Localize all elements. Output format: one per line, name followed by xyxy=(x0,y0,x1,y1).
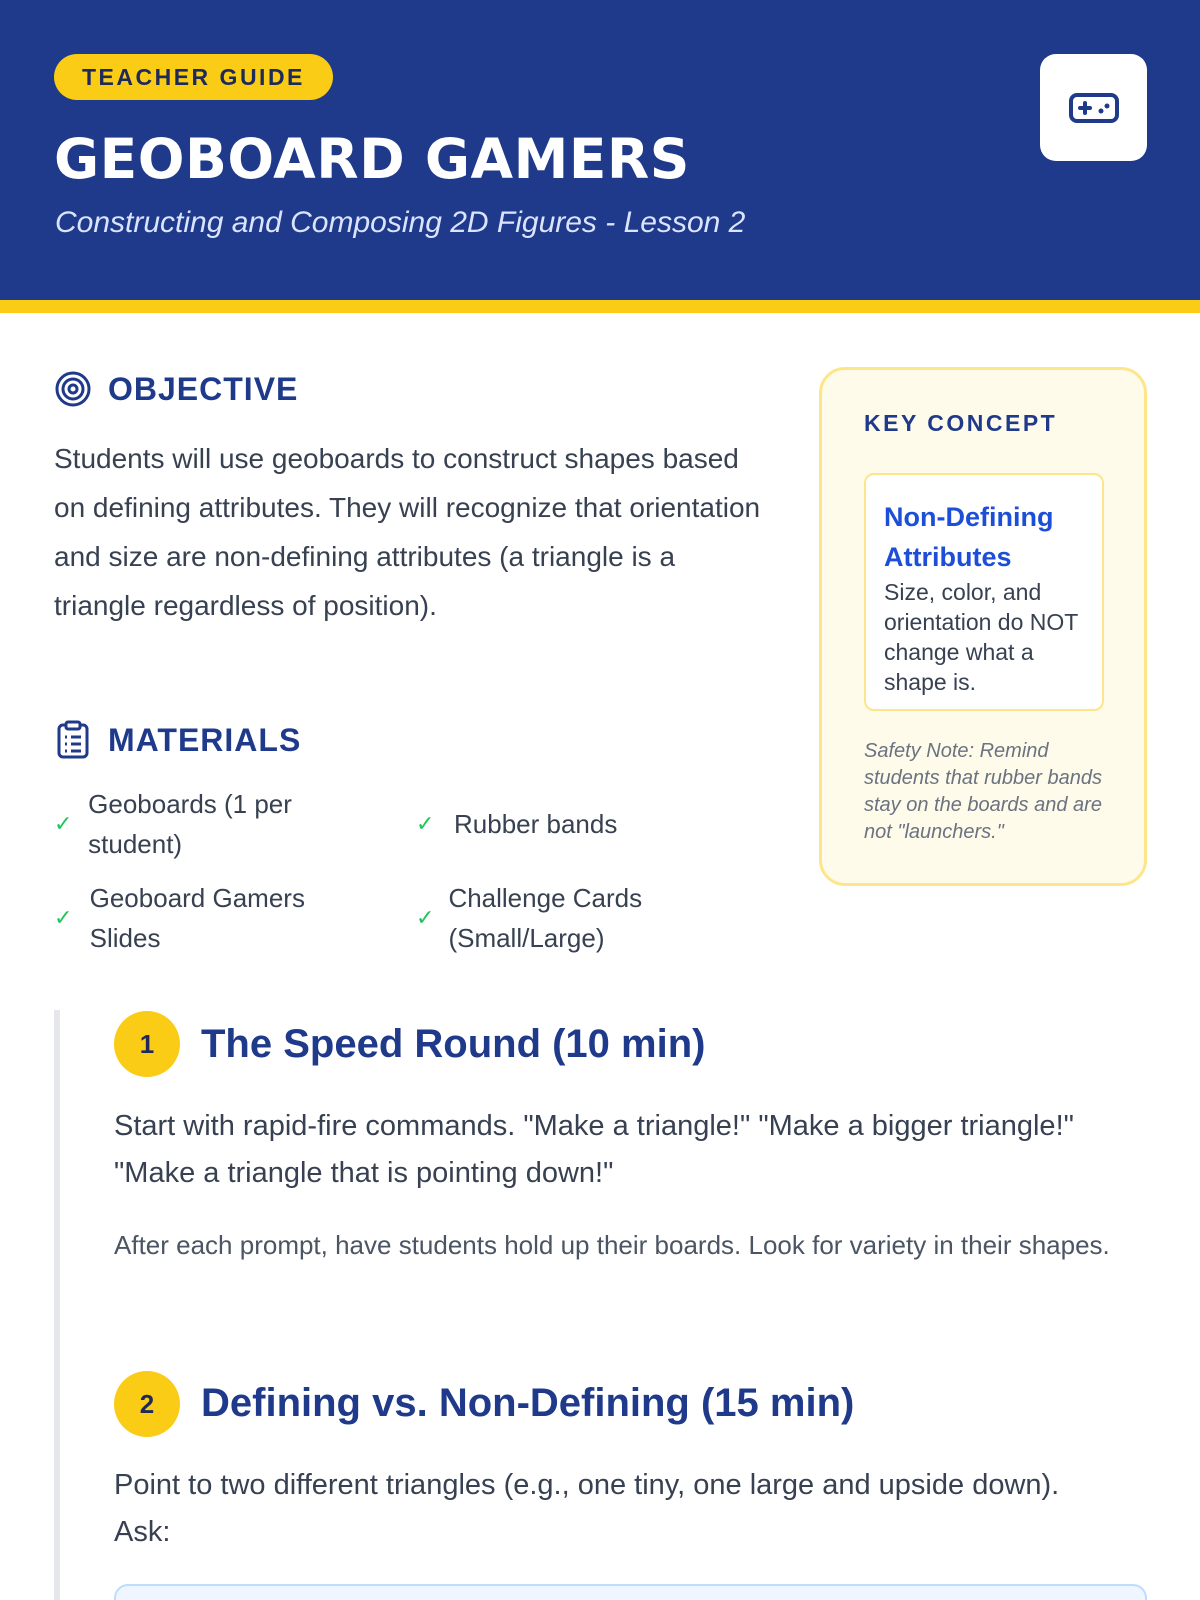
steps-timeline-line xyxy=(54,1010,60,1600)
question-callout-box xyxy=(114,1584,1147,1600)
key-concept-card xyxy=(819,367,1147,886)
clipboard-icon xyxy=(54,720,92,760)
material-item: ✓ Challenge Cards (Small/Large) xyxy=(416,883,643,953)
material-item: ✓ Geoboards (1 per student) xyxy=(54,789,292,859)
key-concept-definition: Size, color, and orientation do NOT change what a shape is. xyxy=(884,579,1078,695)
material-item: ✓ Geoboard Gamers Slides xyxy=(54,883,305,953)
step-title: Defining vs. Non-Defining (15 min) xyxy=(201,1381,855,1425)
check-icon: ✓ xyxy=(416,905,435,930)
materials-label: MATERIALS xyxy=(108,721,302,758)
objective-label: OBJECTIVE xyxy=(108,370,299,407)
header-banner xyxy=(0,0,1200,300)
step-text: Start with rapid-fire commands. "Make a triangle!" "Make a bigger triangle!" "Make a triangle that is pointing down!" xyxy=(114,1110,1074,1189)
objective-text: Students will use geoboards to construct shapes based on defining attributes. They will recognize that orientation and size are non-defining attributes (a triangle is a triangle regardless of position). xyxy=(54,443,761,621)
gamepad-icon-box xyxy=(1040,54,1147,161)
header-accent-stripe xyxy=(0,300,1200,313)
step-title: The Speed Round (10 min) xyxy=(201,1022,706,1066)
page-title: GEOBOARD GAMERS xyxy=(54,127,690,191)
key-concept-definition-box xyxy=(864,473,1104,711)
objective-heading xyxy=(54,370,298,408)
page-subtitle: Constructing and Composing 2D Figures - Lesson 2 xyxy=(55,206,746,239)
check-icon: ✓ xyxy=(416,811,435,836)
step-text: Point to two different triangles (e.g., one tiny, one large and upside down). Ask: xyxy=(114,1469,1060,1548)
material-item: ✓ Rubber bands xyxy=(416,809,618,839)
safety-note: Safety Note: Remind students that rubber bands stay on the boards and are not "launchers." xyxy=(864,740,1102,843)
materials-heading xyxy=(54,720,301,760)
target-icon xyxy=(54,370,92,408)
check-icon: ✓ xyxy=(54,905,73,930)
step-number-badge: 2 xyxy=(114,1371,180,1437)
step-number-badge: 1 xyxy=(114,1011,180,1077)
key-concept-title: KEY CONCEPT xyxy=(864,410,1058,436)
key-concept-term: Non-Defining Attributes xyxy=(884,502,1054,572)
teacher-guide-badge: TEACHER GUIDE xyxy=(54,54,333,100)
gamepad-icon xyxy=(1069,91,1119,125)
check-icon: ✓ xyxy=(54,811,73,836)
step-note: After each prompt, have students hold up their boards. Look for variety in their shapes. xyxy=(114,1230,1110,1260)
